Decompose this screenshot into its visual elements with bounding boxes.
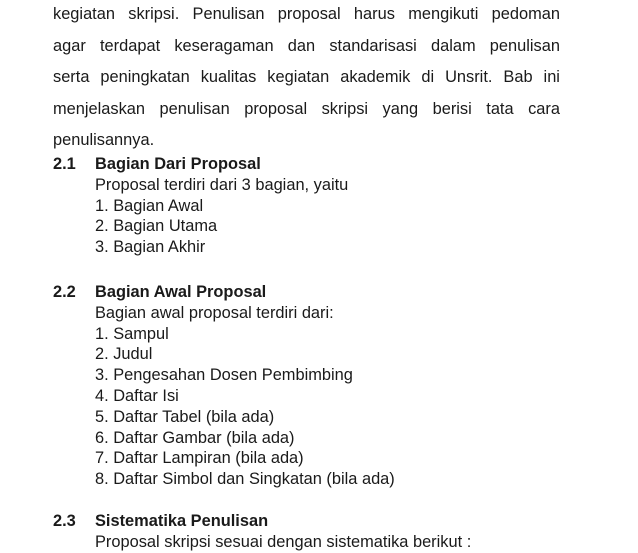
list-item: 1. Sampul (95, 324, 169, 343)
paragraph-line (53, 65, 560, 97)
list-item: 8. Daftar Simbol dan Singkatan (bila ada) (95, 470, 395, 489)
word: menjelaskan (53, 99, 146, 118)
word: harus (353, 5, 395, 23)
list-item: 2. Judul (95, 345, 153, 364)
word: Unsrit. (445, 68, 493, 87)
word: berisi (432, 99, 472, 118)
intro-paragraph (53, 2, 560, 160)
section-number: 2.1 (53, 155, 76, 173)
word: serta (53, 68, 90, 87)
paragraph-line (53, 2, 560, 34)
word: yang (382, 99, 419, 118)
word: terdapat (99, 36, 161, 55)
word: penulisannya. (53, 131, 155, 150)
word: dan (287, 36, 316, 55)
list-item: 6. Daftar Gambar (bila ada) (95, 428, 295, 447)
list-item: 4. Daftar Isi (95, 386, 179, 405)
word: Bab (503, 68, 533, 87)
list-item: 3. Pengesahan Dosen Pembimbing (95, 366, 353, 385)
list-item: 2. Bagian Utama (95, 217, 218, 236)
paragraph-line (53, 34, 560, 66)
word: ini (543, 68, 560, 87)
word: di (421, 68, 435, 87)
word: Penulisan (192, 5, 265, 23)
word: skripsi (321, 99, 369, 118)
section-heading (53, 282, 395, 303)
word: dalam (430, 36, 476, 55)
paragraph-line (53, 97, 560, 129)
section-title: Bagian Awal Proposal (95, 283, 267, 301)
word: kualitas (200, 68, 257, 87)
word: pedoman (491, 5, 560, 23)
section-bagian-awal-proposal (53, 282, 395, 490)
word: kegiatan (53, 5, 115, 23)
word: agar (53, 36, 86, 55)
list-item: 7. Daftar Lampiran (bila ada) (95, 449, 304, 468)
section-text: Proposal terdiri dari 3 bagian, yaitu (95, 175, 349, 194)
list-item: 3. Bagian Akhir (95, 238, 206, 257)
word: proposal (277, 5, 341, 23)
section-heading (53, 511, 471, 532)
word: standarisasi (329, 36, 417, 55)
list-item: 1. Bagian Awal (95, 196, 204, 215)
section-text: Proposal skripsi sesuai dengan sistematika berikut : (95, 532, 472, 551)
word: skripsi. (128, 5, 180, 23)
word: penulisan (159, 99, 230, 118)
section-bagian-dari-proposal (53, 154, 348, 258)
section-sistematika-penulisan (53, 511, 471, 553)
section-title: Bagian Dari Proposal (95, 155, 261, 173)
word: keseragaman (174, 36, 274, 55)
word: proposal (244, 99, 308, 118)
word: peningkatan (100, 68, 190, 87)
section-title: Sistematika Penulisan (95, 512, 269, 530)
section-heading (53, 154, 348, 175)
word: tata (486, 99, 514, 118)
section-number: 2.3 (53, 512, 76, 530)
word: penulisan (489, 36, 560, 55)
word: kegiatan (267, 68, 330, 87)
list-item: 5. Daftar Tabel (bila ada) (95, 407, 275, 426)
word: akademik (340, 68, 411, 87)
word: cara (528, 99, 560, 118)
section-text: Bagian awal proposal terdiri dari: (95, 303, 334, 322)
section-number: 2.2 (53, 283, 76, 301)
word: mengikuti (408, 5, 479, 23)
